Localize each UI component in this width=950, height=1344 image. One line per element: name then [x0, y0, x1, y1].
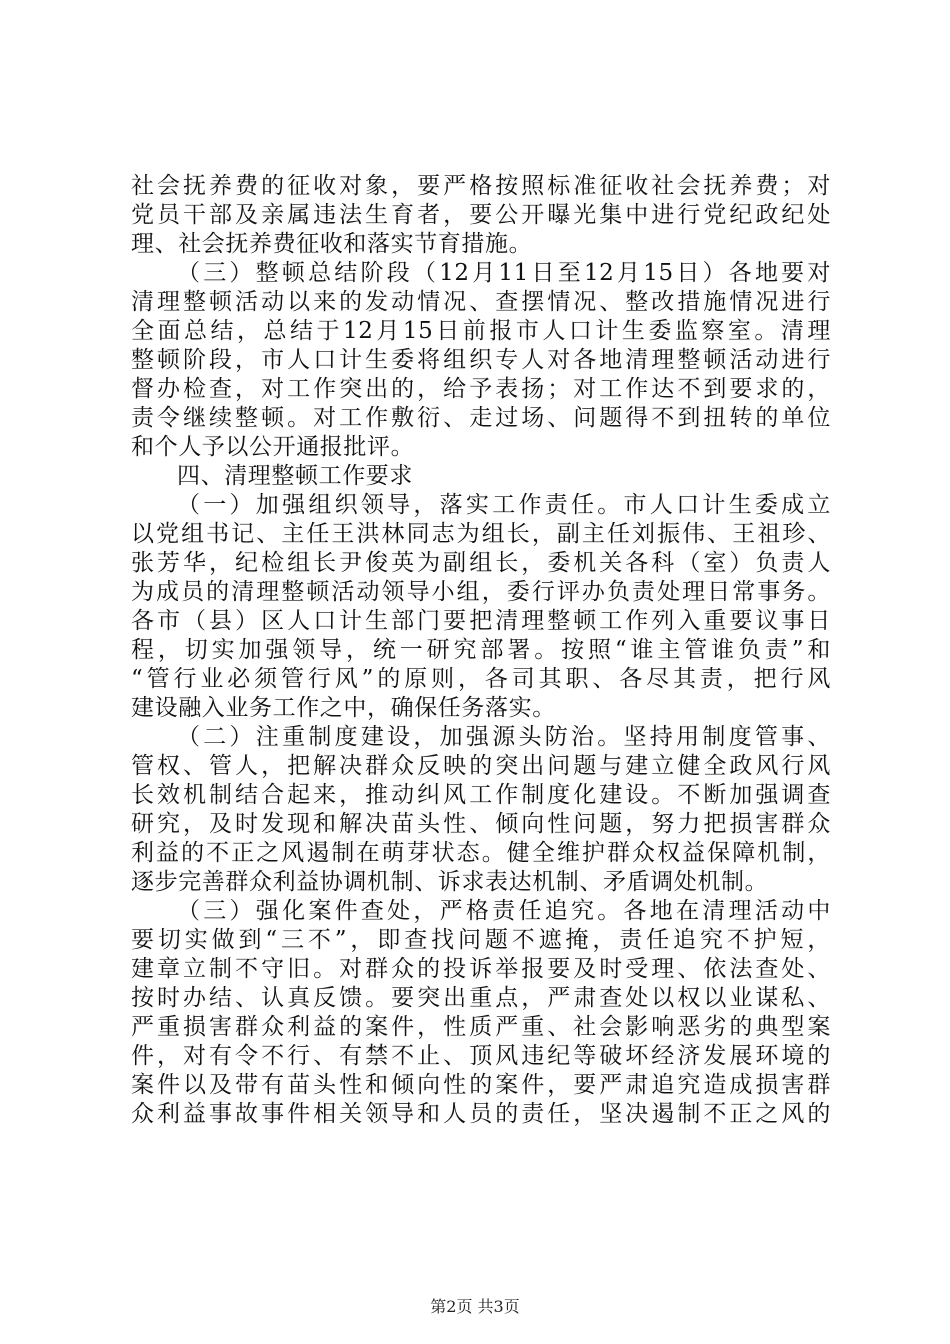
text-line: 逐步完善群众利益协调机制、诉求表达机制、矛盾调处机制。 — [131, 869, 769, 895]
page-number: 第2页 共3页 — [430, 1297, 520, 1316]
text-line: 整顿阶段，市人口计生委将组织专人对各地清理整顿活动进行 — [131, 347, 831, 373]
text-line: 长效机制结合起来，推动纠风工作制度化建设。不断加强调查 — [131, 782, 831, 808]
text-line: 各市（县）区人口计生部门要把清理整顿工作列入重要议事日 — [131, 608, 831, 634]
text-line: 众利益事故事件相关领导和人员的责任，坚决遏制不正之风的 — [131, 1101, 831, 1127]
section-heading: 四、清理整顿工作要求 — [177, 463, 413, 489]
text-line: 建设融入业务工作之中，确保任务落实。 — [131, 695, 556, 721]
text-line: 程，切实加强领导，统一研究部署。按照“谁主管谁负责”和 — [131, 637, 831, 663]
text-line: （三）强化案件查处，严格责任追究。各地在清理活动中 — [177, 898, 831, 924]
text-line: 督办检查，对工作突出的，给予表扬；对工作达不到要求的， — [131, 376, 831, 402]
text-line: 建章立制不守旧。对群众的投诉举报要及时受理、依法查处、 — [131, 956, 831, 982]
text-line: （三）整顿总结阶段（12月11日至12月15日）各地要对 — [177, 260, 831, 286]
text-line: 和个人予以公开通报批评。 — [131, 434, 415, 460]
text-line: 件，对有令不行、有禁不止、顶风违纪等破坏经济发展环境的 — [131, 1043, 831, 1069]
text-line: 管权、管人，把解决群众反映的突出问题与建立健全政风行风 — [131, 753, 831, 779]
text-line: 全面总结，总结于12月15日前报市人口计生委监察室。清理 — [131, 318, 831, 344]
text-line: （二）注重制度建设，加强源头防治。坚持用制度管事、 — [177, 724, 831, 750]
text-line: “管行业必须管行风”的原则，各司其职、各尽其责，把行风 — [131, 666, 831, 692]
text-line: 理、社会抚养费征收和落实节育措施。 — [131, 231, 533, 257]
text-line: 以党组书记、主任王洪林同志为组长，副主任刘振伟、王祖珍、 — [131, 521, 831, 547]
text-line: 利益的不正之风遏制在萌芽状态。健全维护群众权益保障机制， — [131, 840, 831, 866]
text-line: 党员干部及亲属违法生育者，要公开曝光集中进行党纪政纪处 — [131, 202, 831, 228]
text-line: 清理整顿活动以来的发动情况、查摆情况、整改措施情况进行 — [131, 289, 831, 315]
text-line: 要切实做到“三不”，即查找问题不遮掩，责任追究不护短， — [131, 927, 831, 953]
text-line: 为成员的清理整顿活动领导小组，委行评办负责处理日常事务。 — [131, 579, 831, 605]
page-footer — [0, 1297, 950, 1317]
text-line: 张芳华，纪检组长尹俊英为副组长，委机关各科（室）负责人 — [131, 550, 831, 576]
text-line: 社会抚养费的征收对象，要严格按照标准征收社会抚养费；对 — [131, 173, 831, 199]
text-line: 研究，及时发现和解决苗头性、倾向性问题，努力把损害群众 — [131, 811, 831, 837]
text-line: （一）加强组织领导，落实工作责任。市人口计生委成立 — [177, 492, 831, 518]
text-line: 按时办结、认真反馈。要突出重点，严肃查处以权以业谋私、 — [131, 985, 831, 1011]
text-line: 案件以及带有苗头性和倾向性的案件，要严肃追究造成损害群 — [131, 1072, 831, 1098]
text-line: 责令继续整顿。对工作敷衍、走过场、问题得不到扭转的单位 — [131, 405, 831, 431]
text-line: 严重损害群众利益的案件，性质严重、社会影响恶劣的典型案 — [131, 1014, 831, 1040]
document-body — [131, 172, 831, 1129]
